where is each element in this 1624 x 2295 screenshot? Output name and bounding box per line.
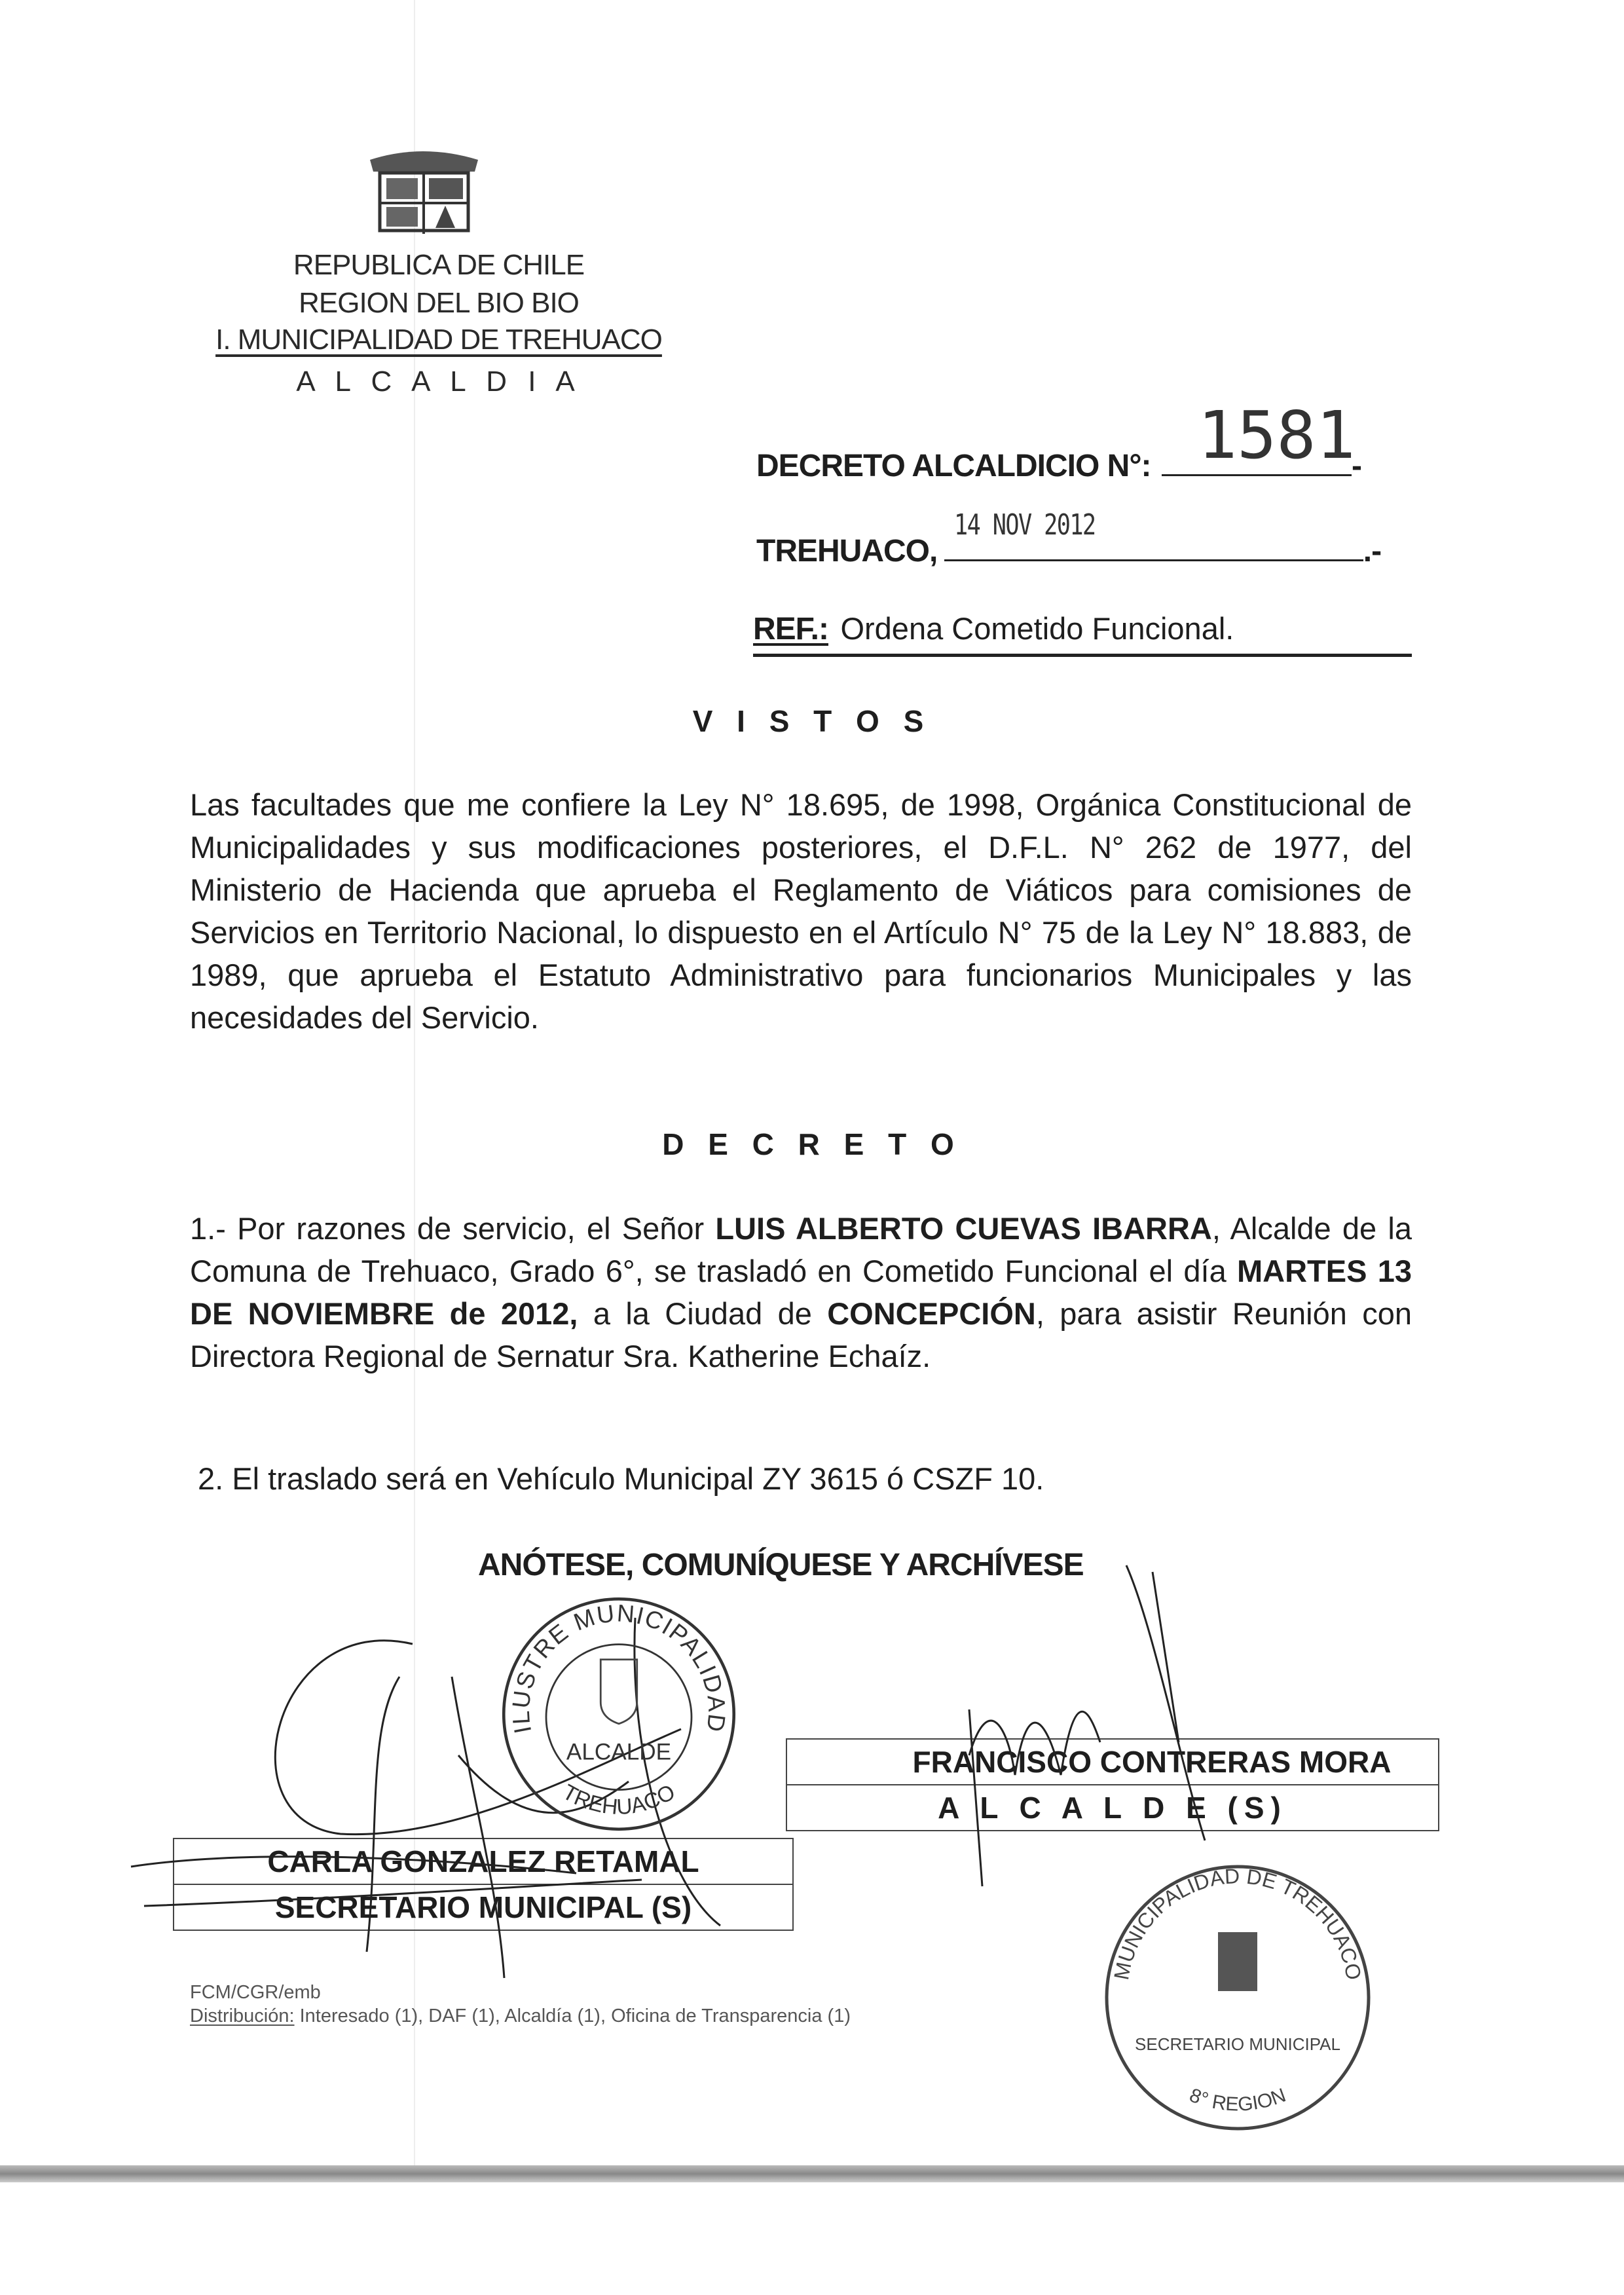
destination-city: CONCEPCIÓN bbox=[827, 1296, 1036, 1331]
decree-item-2: 2. El traslado será en Vehículo Municipal ZY 3615 ó CSZF 10. bbox=[198, 1461, 1044, 1496]
coat-of-arms-logo bbox=[357, 145, 491, 237]
svg-text:TREHUACO bbox=[559, 1780, 679, 1819]
stamp-bottom-text: 8° REGION bbox=[1186, 2084, 1289, 2116]
reference-row bbox=[753, 610, 1412, 657]
vistos-paragraph: Las facultades que me confiere la Ley N° 18.695, de 1998, Orgánica Constitucional de Municipalidades y sus modificaciones posteriores, el D.F.L. N° 262 de 1977, del Ministerio de Hacienda que aprueba el Reglamento de Viáticos para comisiones de Servicios en Territorio Nacional, lo dispuesto en el Artículo N° 75 de la Ley N° 18.883, de 1989, que aprueba el Estatuto Administrativo para funcionarios Municipales y las necesidades del Servicio. bbox=[190, 787, 1412, 1035]
official-name: LUIS ALBERTO CUEVAS IBARRA bbox=[715, 1211, 1212, 1246]
mayor-name: FRANCISCO CONTRERAS MORA bbox=[787, 1740, 1438, 1785]
date-stamp: 14 NOV 2012 bbox=[953, 508, 1096, 542]
decree-item-1 bbox=[190, 1207, 1412, 1377]
stamp-center-text: SECRETARIO MUNICIPAL bbox=[1135, 2034, 1340, 2054]
header-country: REPUBLICA DE CHILE bbox=[293, 249, 585, 281]
item1-text: 1.- Por razones de servicio, el Señor bbox=[190, 1211, 716, 1246]
decree-number-field bbox=[1162, 397, 1356, 476]
reference-text: Ordena Cometido Funcional. bbox=[840, 611, 1234, 646]
secretary-stamp bbox=[1100, 1860, 1375, 2135]
vistos-heading: V I S T O S bbox=[692, 704, 932, 738]
place-label: TREHUACO, bbox=[756, 534, 938, 569]
secretary-name: CARLA GONZALEZ RETAMAL bbox=[174, 1839, 792, 1885]
header-department: A L C A L D I A bbox=[296, 365, 581, 398]
svg-text:8° REGION bbox=[1187, 2084, 1289, 2115]
footer-initials: FCM/CGR/emb bbox=[190, 1982, 321, 2003]
date-suffix: .- bbox=[1363, 534, 1382, 569]
stamp-center-text: ALCALDE bbox=[566, 1739, 672, 1765]
mayor-title: A L C A L D E (S) bbox=[938, 1791, 1287, 1825]
stamp-ring-text: ILUSTRE MUNICIPALIDAD bbox=[507, 1599, 731, 1736]
distribution-text: Interesado (1), DAF (1), Alcaldía (1), Oficina de Transparencia (1) bbox=[294, 2006, 851, 2026]
svg-text:ILUSTRE MUNICIPALIDAD bbox=[507, 1599, 731, 1736]
mayor-stamp bbox=[498, 1593, 740, 1835]
decree-number-row bbox=[756, 397, 1361, 484]
header-municipality: I. MUNICIPALIDAD DE TREHUACO bbox=[215, 324, 662, 356]
secretary-title: SECRETARIO MUNICIPAL (S) bbox=[274, 1890, 692, 1924]
distribution-label: Distribución: bbox=[190, 2006, 295, 2026]
decree-number-label: DECRETO ALCALDICIO N°: bbox=[756, 449, 1151, 483]
stamp-bottom-text: TREHUACO bbox=[558, 1780, 680, 1820]
decreto-heading: D E C R E T O bbox=[662, 1127, 962, 1161]
scan-bottom-edge bbox=[0, 2165, 1624, 2182]
decree-number-suffix: - bbox=[1351, 449, 1361, 483]
date-field bbox=[944, 508, 1363, 561]
item1-text: , Alcalde de la Comuna de Trehuaco, Grado 6°, se trasladó en Cometido Funcional el día bbox=[190, 1211, 1412, 1288]
stamp-ring-text: MUNICIPALIDAD DE TREHUACO bbox=[1109, 1864, 1366, 1982]
reference-label: REF.: bbox=[753, 612, 828, 646]
footer-distribution bbox=[190, 2006, 851, 2027]
decree-number-handwritten: 1581 bbox=[1197, 397, 1356, 474]
item1-text: a la Ciudad de bbox=[578, 1296, 828, 1331]
handwritten-signatures bbox=[0, 1559, 1624, 2017]
closing-formula: ANÓTESE, COMUNÍQUESE Y ARCHÍVESE bbox=[478, 1548, 1084, 1582]
header-region: REGION DEL BIO BIO bbox=[299, 287, 579, 319]
place-date-row bbox=[756, 508, 1382, 569]
travel-date: MARTES 13 DE NOVIEMBRE de 2012, bbox=[190, 1254, 1412, 1331]
item1-text: , para asistir Reunión con Directora Regional de Sernatur Sra. Katherine Echaíz. bbox=[190, 1296, 1412, 1373]
